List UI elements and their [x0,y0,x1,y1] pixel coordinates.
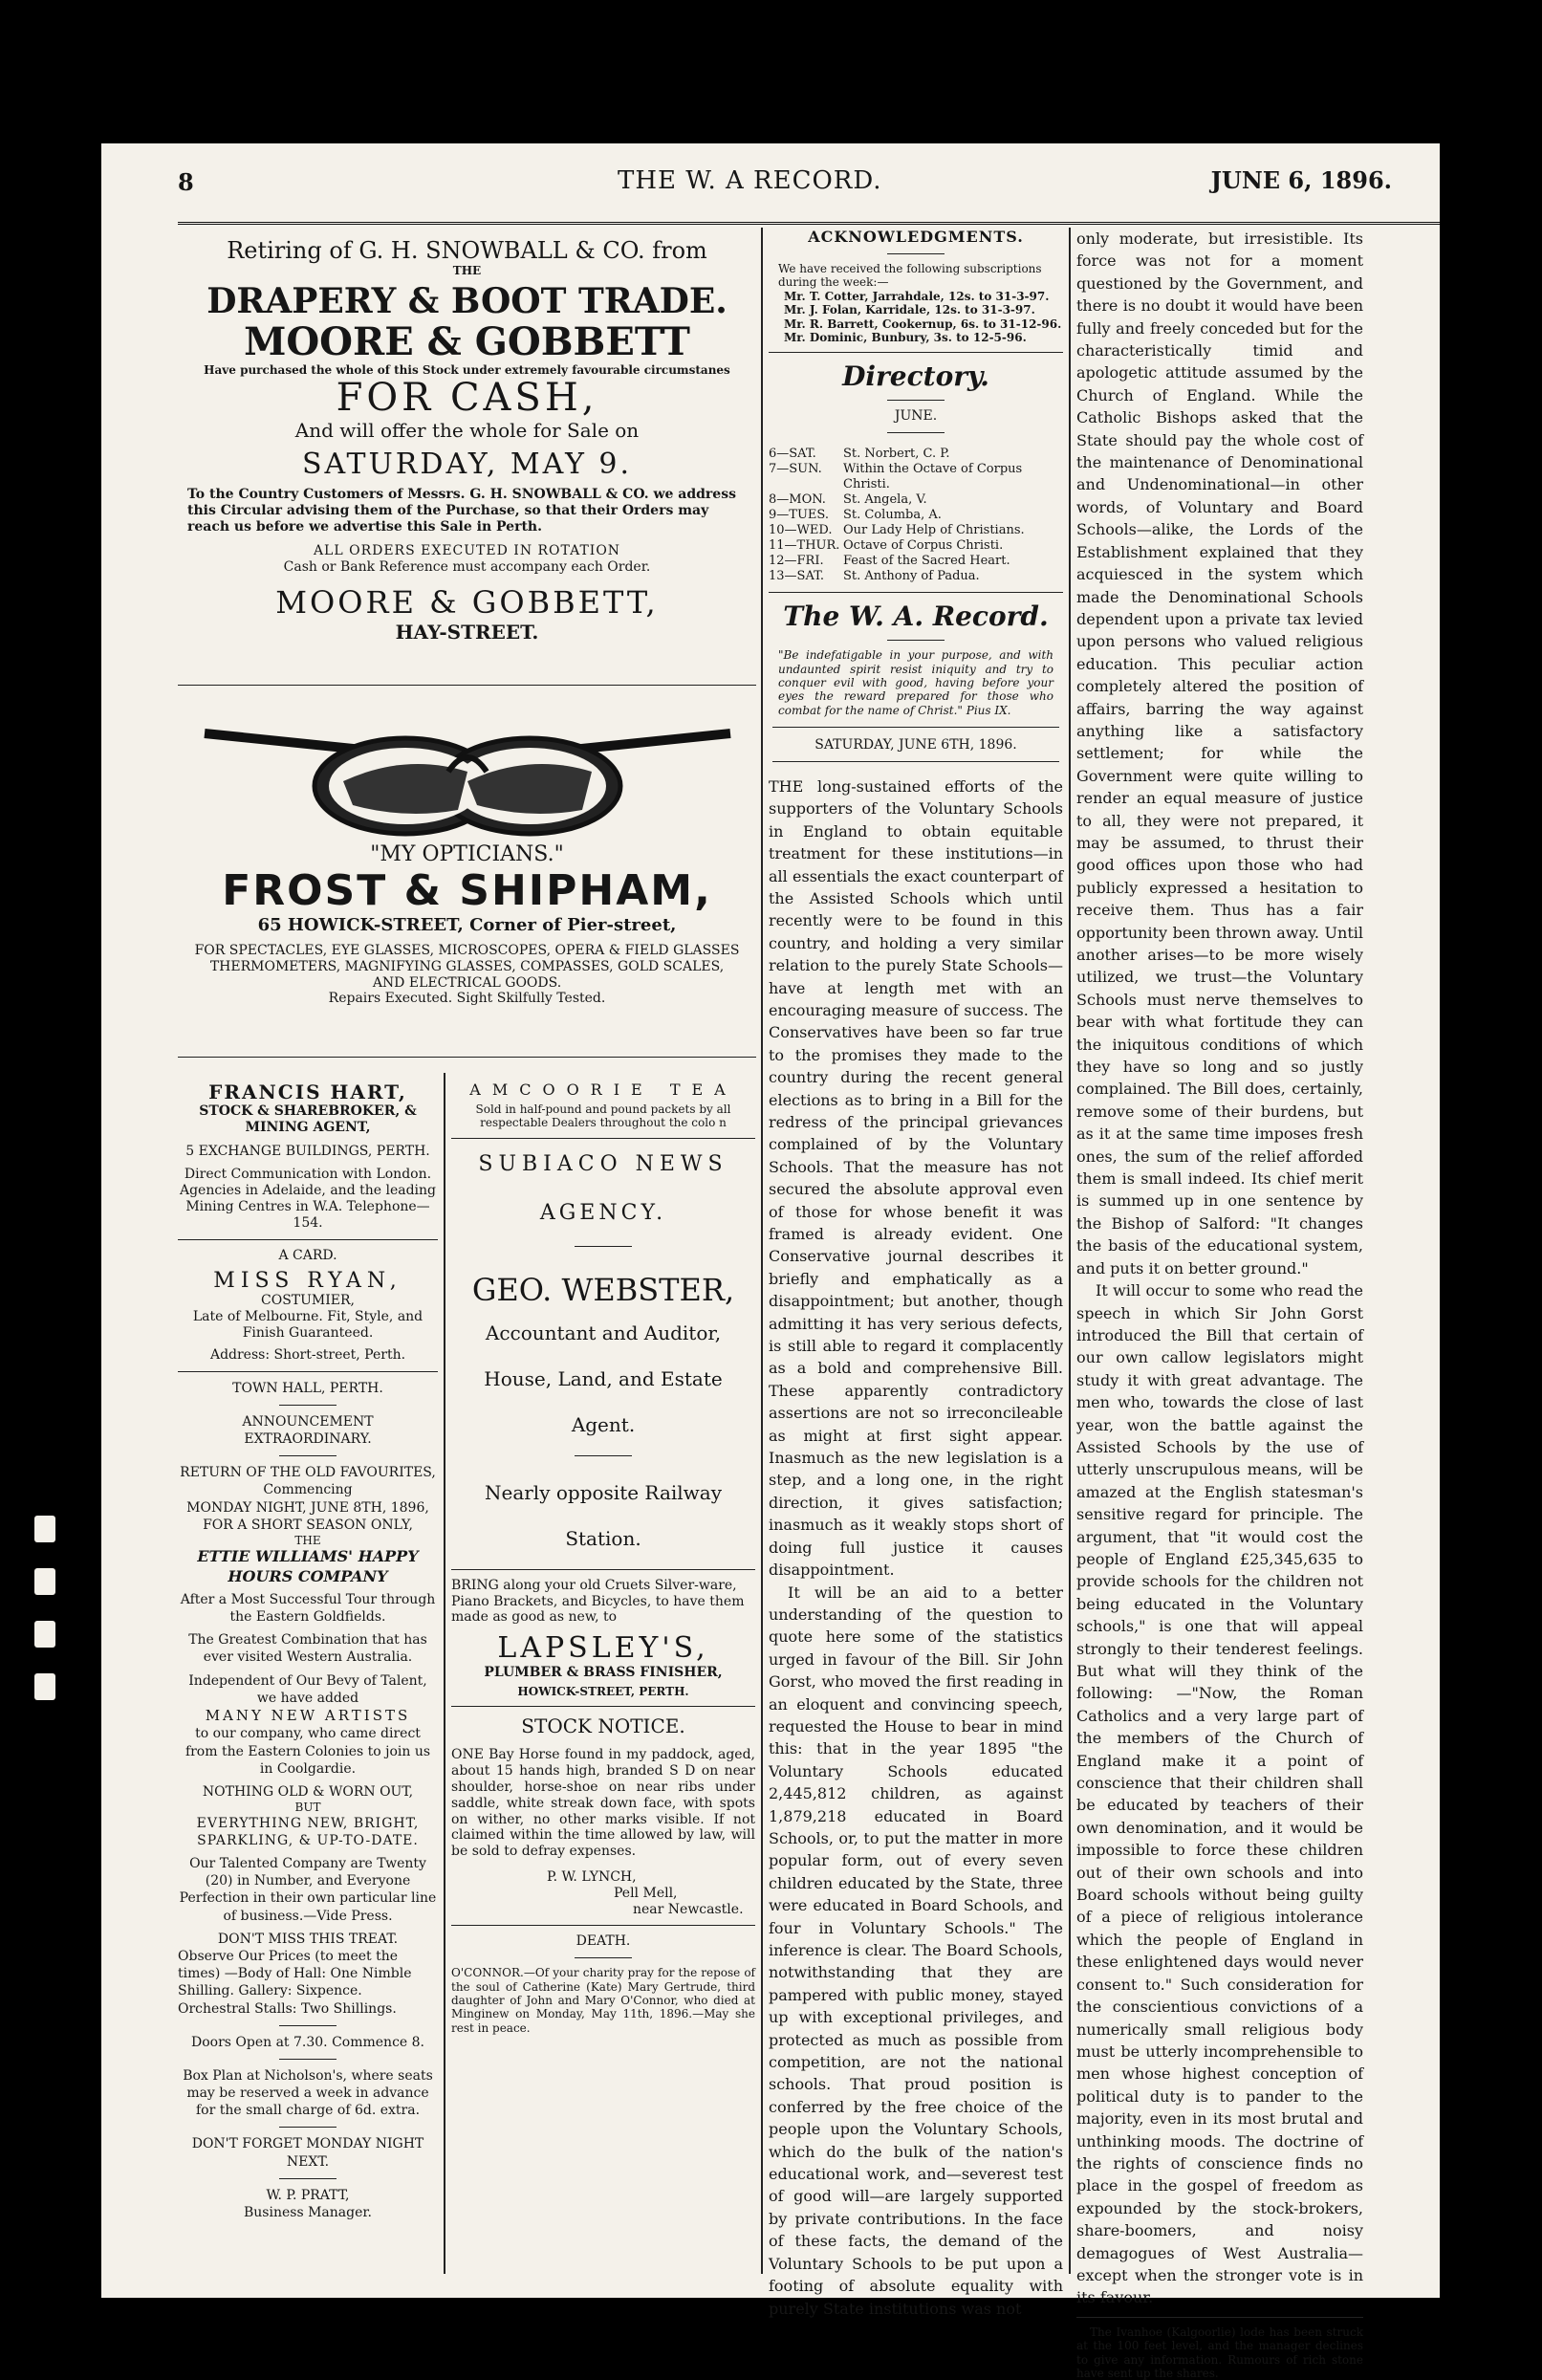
divider [575,1957,632,1958]
page-number: 8 [178,168,194,196]
ad-line: Business Manager. [244,2205,372,2220]
section-heading: The W. A. Record. [783,600,1049,633]
ad-headline: GEO. WEBSTER, [471,1271,735,1308]
divider [887,253,945,254]
ad-line: Retiring of G. H. SNOWBALL & CO. from [227,237,707,264]
ad-headline: LAPSLEY'S, [497,1631,709,1666]
ad-line: MONDAY NIGHT, JUNE 8TH, 1896, [186,1499,429,1516]
ad-frost-shipham [178,705,756,1049]
ad-stock-notice [451,1714,755,1917]
divider [451,1706,755,1707]
editorial-text: It will occur to some who read the speech in which Sir John Gorst introduced the Bill that certain of our own callow legislators might study it with great advantage. The men who, towards the close of last year, won the battle against the Assisted Schools by the use of utterly unscrupulous means, will be amazed at the English statesman's sensitive regard for principle. The argument, that "it would cost the people of England £25,345,635 to provide schools for the children not being educated in the Voluntary schools," is one that will appeal strongly to their tenderest feelings. But what will they think of the following: —"Now, the Roman Catholics and a very large part of the members of the Church of England make it a point of conscience that their children shall be educated by teachers of their own denomination, and it would be impossible to force these children out of their own schools and into Board schools without being guilty of a piece of religious intolerance which the people of England in these enlightened days would never consent to." Such consideration for the conscientious convictions of a numerically small religious body must be utterly incomprehensible to men whose highest conception of political duty is to pander to the majority, even in its most brutal and unthinking moods. The doctrine of the rights of conscience finds no place in the gospel of freedom as expounded by the stock-brokers, share-boomers, and noisy demagogues of West Australia—except when the stronger vote is in its favour. [1076,1281,1363,2307]
ad-text: Late of Melbourne. Fit, Style, and Finish Guaranteed. [192,1309,424,1341]
divider [279,1405,337,1406]
ad-line: W. P. PRATT, [266,2187,350,2203]
ad-lapsley [451,1578,755,1699]
ad-line: FOR A SHORT SEASON ONLY, [203,1517,413,1533]
ad-text: To the Country Customers of Messrs. G. H. SNOWBALL & CO. we address this Circular advising them of the Purchase, so that their Orders may reach us before we advertise this Sale in Perth. [187,487,736,535]
ad-headline: AMCOORIE TEA [469,1081,737,1099]
divider [772,761,1059,762]
ad-line: Accountant and Auditor, [485,1321,722,1344]
ad-text: The Greatest Combination that has ever visited Western Australia. [188,1632,427,1666]
section-heading: Directory. [842,360,989,393]
ad-headline: FROST & SHIPHAM, [222,866,712,915]
ad-line: PLUMBER & BRASS FINISHER, [484,1665,723,1681]
ad-line: Repairs Executed. Sight Skilfully Tested. [328,991,606,1007]
ad-headline: MOORE & GOBBETT [244,318,690,364]
divider [575,1455,632,1456]
ad-line: Commencing [263,1482,353,1498]
divider [279,2025,337,2026]
ad-headline: MISS RYAN, [213,1269,402,1294]
divider [178,1057,756,1058]
column-4 [1076,228,1363,2380]
ad-headline: MOORE & GOBBETT, [275,584,659,622]
ad-line: HOWICK-STREET, PERTH. [517,1684,689,1698]
ad-line: THERMOMETERS, MAGNIFYING GLASSES, COMPASSES, GOLD SCALES, [209,958,725,974]
ad-line: Nearly opposite Railway [484,1480,723,1504]
divider [769,352,1063,353]
ad-text: Direct Communication with London. Agencies in Adelaide, and the leading Mining Centres in W.A. Telephone—154. [179,1167,437,1231]
ad-line: COSTUMIER, [261,1293,355,1309]
advert-block-left [178,228,756,1065]
news-note: The Ivanhoe (Kalgoorlie) lode has been struck at the 100 feet level, and the manager declines to give any information. Rumours of rich stone have sent up the shares. [1076,2325,1363,2380]
ad-town-hall [178,1380,438,2222]
ad-text: Box Plan at Nicholson's, where seats may be reserved a week in advance for the small charge of 6d. extra. [183,2067,433,2119]
divider [279,2059,337,2060]
ad-line: THE [452,264,482,277]
column-divider [761,228,763,2274]
ad-moore-gobbett [178,237,756,677]
ad-line: A CARD. [278,1247,337,1263]
ad-headline: EVERYTHING NEW, BRIGHT, SPARKLING, & UP-TO-DATE. [196,1815,420,1848]
film-sprocket-holes [0,0,101,2346]
ad-subiaco-news [451,1152,755,1550]
page-header [178,161,1421,199]
divider [279,2178,337,2179]
ad-line: Cash or Bank Reference must accompany each Order. [283,558,651,575]
ad-tagline: "MY OPTICIANS." [370,842,564,866]
ad-amcoorie-tea [451,1081,755,1130]
ad-text: ONE Bay Horse found in my paddock, aged, about 15 hands high, branded S D on near shoulder, horse-shoe on near ribs under saddle, white streak down face, with spots on wither, no other marks visible. If not claimed within the time allowed by law, will be sold to defray expenses. [451,1747,755,1860]
ad-headline: SUBIACO NEWS [478,1151,728,1176]
directory-row: 9—TUES. St. Columba, A. [769,508,942,523]
ack-item: Mr. T. Cotter, Jarrahdale, 12s. to 31-3-97. [784,289,1050,303]
acknowledgments [769,228,1063,344]
divider [887,400,945,401]
divider [178,1371,438,1372]
ad-line: DON'T FORGET MONDAY NIGHT NEXT. [191,2136,424,2170]
directory-month: JUNE. [894,408,938,425]
ad-line: Have purchased the whole of this Stock under extremely favourable circumstanes [204,362,730,377]
ad-line: 5 EXCHANGE BUILDINGS, PERTH. [185,1143,430,1159]
ad-line: RETURN OF THE OLD FAVOURITES, [180,1465,436,1481]
issue-date: JUNE 6, 1896. [1210,166,1392,194]
divider [279,1455,337,1456]
divider [1076,2317,1363,2318]
directory [769,360,1063,584]
ad-headline: STOCK NOTICE. [521,1714,685,1738]
directory-row: 8—MON. St. Angela, V. [769,492,927,508]
ad-headline: MANY NEW ARTISTS [205,1706,411,1724]
editorial-text: THE long-sustained efforts of the supporters of the Voluntary Schools in England to obtain equitable treatment for these institutions—in all essentials the exact counterpart of the Assisted Schools which until recently were to be found in this country, and holding a very similar relation to the purely State Schools—have at length met with an encouraging measure of success. The Conservatives have been so far true to the promises they made to the country during the recent general elections as to bring in a Bill for the redress of the principal grievances complained of by the Voluntary Schools. That the measure has not secured the absolute approval even of those for whose benefit it was framed is already evident. One Conservative journal describes it briefly and emphatically as a disappointment; but another, though admitting it has very serious defects, is still able to regard it complacently as a bold and comprehensive Bill. These apparently contradictory assertions are not so irreconcileable as might at first sight appear. Inasmuch as the new legislation is a step, and a long one, in the right direction, it gives satisfaction; inasmuch as it weakly stops short of doing full justice it causes disappointment. [769,776,1063,1580]
notice-text: O'CONNOR.—Of your charity pray for the repose of the soul of Catherine (Kate) Mary Gertrude, third daughter of John and Mary O'Connor, who died at Minginew on Monday, May 11th, 1896.—May she rest in peace. [451,1966,755,2035]
directory-row: 7—SUN. Within the Octave of Corpus Christi. [769,462,1023,492]
ad-text: Sold in half-pound and pound packets by all respectable Dealers throughout the colo n [475,1103,731,1130]
ad-line: TOWN HALL, PERTH. [232,1380,383,1396]
ad-line: STOCK & SHAREBROKER, & MINING AGENT, [199,1103,417,1135]
ad-line: DON'T MISS THIS TREAT. [217,1931,399,1947]
column-divider [444,1073,445,2274]
directory-row: 10—WED. Our Lady Help of Christians. [769,523,1025,538]
ad-headline: SATURDAY, MAY 9. [301,448,633,482]
ack-item: Mr. J. Folan, Karridale, 12s. to 31-3-97. [784,303,1035,317]
ack-intro: We have received the following subscriptions during the week:— [778,262,1042,290]
ad-line: 65 HOWICK-STREET, Corner of Pier-street, [257,915,677,935]
ad-text: to our company, who came direct from the Eastern Colonies to join us in Coolgardie. [185,1726,431,1777]
divider [887,432,945,433]
column-3 [769,228,1063,2320]
ack-item: Mr. R. Barrett, Cookernup, 6s. to 31-12-96. [784,317,1062,331]
ad-headline: ETTIE WILLIAMS' HAPPY HOURS COMPANY [197,1547,419,1586]
directory-row: 6—SAT. St. Norbert, C. P. [769,447,950,462]
ad-signature: near Newcastle. [633,1901,744,1917]
editorial-text: It will be an aid to a better understanding of the question to quote here some of the statistics urged in favour of the Bill. Sir John Gorst, who moved the first reading in an eloquent and convincing speech, requested the House to bear in mind this: that in the year 1895 "the Voluntary Schools educated 2,445,812 children, as against 1,879,218 educated in Board Schools, or, to put the matter in more popular form, out of every seven children educated by the State, three were educated in Board Schools, and four in Voluntary Schools." The inference is clear. The Board Schools, notwithstanding that they are pampered with public money, stayed up with exceptional privileges, and protected as much as possible from competition, are not the national schools. That proud position is conferred by the free choice of the people upon the Voluntary Schools, which do the bulk of the nation's educational work, and—severest test of good will—are largely supported by private contributions. In the face of these facts, the demand of the Voluntary Schools to be put upon a footing of absolute equality with purely State institutions was not [769,1583,1063,2318]
column-divider [1069,228,1071,2274]
death-notice [451,1933,755,2035]
section-heading: ACKNOWLEDGMENTS. [808,228,1024,246]
ad-line: Doors Open at 7.30. Commence 8. [190,2034,425,2050]
ad-headline: DRAPERY & BOOT TRADE. [206,281,728,322]
ad-line: NOTHING OLD & WORN OUT, [202,1784,414,1801]
divider [178,1239,438,1240]
ad-text: Observe Our Prices (to meet the times) —Body of Hall: One Nimble Shilling. Gallery: Sixpence. Orchestral Stalls: Two Shillings. [178,1948,412,2017]
directory-row: 12—FRI. Feast of the Sacred Heart. [769,554,1010,569]
newspaper-page [101,143,1440,2380]
ad-signature: Pell Mell, [614,1885,678,1901]
ad-line: House, Land, and Estate [484,1366,723,1390]
divider [575,1246,632,1247]
ad-line: THE [294,1533,321,1547]
ad-francis-hart [178,1081,438,1232]
record-masthead [769,600,1063,762]
spectacles-icon [200,705,735,839]
ad-text: Independent of Our Bevy of Talent, we have added [188,1672,427,1706]
ad-miss-ryan [178,1248,438,1364]
ad-text: BRING along your old Cruets Silver-ware, Piano Brackets, and Bicycles, to have them made as good as new, to [451,1577,745,1626]
section-heading: DEATH. [576,1933,631,1950]
ack-item: Mr. Dominic, Bunbury, 3s. to 12-5-96. [784,330,1027,344]
column-1 [178,1081,438,2221]
ad-line: AND ELECTRICAL GOODS. [372,974,562,991]
masthead: THE W. A RECORD. [618,166,882,195]
ad-line: And will offer the whole for Sale on [294,419,640,443]
ad-headline: FRANCIS HART, [208,1081,407,1103]
epigraph: "Be indefatigable in your purpose, and with undaunted spirit resist iniquity and try to conquer evil with good, having before your eyes the reward prepared for those who combat for the name of Christ." Pius IX. [778,648,1053,717]
ad-line: FOR SPECTACLES, EYE GLASSES, MICROSCOPES, OPERA & FIELD GLASSES [194,943,740,958]
divider [769,592,1063,593]
divider [279,2127,337,2128]
divider [451,1925,755,1926]
divider [451,1138,755,1139]
ad-headline: AGENCY. [539,1200,667,1225]
editorial-date: SATURDAY, JUNE 6TH, 1896. [814,737,1017,753]
ad-line: Station. [565,1526,641,1550]
directory-row: 11—THUR. Octave of Corpus Christi. [769,538,1004,554]
divider [887,640,945,641]
column-2 [451,1081,755,2035]
header-rule [178,222,1440,225]
ad-line: BUT [294,1801,321,1815]
ad-headline: FOR CASH, [336,376,598,421]
ad-line: Agent. [571,1412,636,1436]
ad-signature: P. W. LYNCH, [547,1868,637,1885]
ad-text: After a Most Successful Tour through the Eastern Goldfields. [180,1591,436,1626]
directory-row: 13—SAT. St. Anthony of Padua. [769,569,980,584]
divider [772,727,1059,728]
ad-line: HAY-STREET. [395,621,539,644]
ad-line: ANNOUNCEMENT EXTRAORDINARY. [242,1413,374,1447]
divider [178,685,756,686]
ad-line: ALL ORDERS EXECUTED IN ROTATION [313,542,621,558]
ad-line: Address: Short-street, Perth. [209,1346,406,1363]
editorial-text: only moderate, but irresistible. Its force was not for a moment questioned by the Government, and there is no doubt it would have been fully and freely conceded but for the characteristically timid and apologetic attitude assumed by the Church of England. While the Catholic Bishops asked that the State should pay the whole cost of the maintenance of Denominational and Undenominational—in other words, of Voluntary and Board Schools—alike, the Lords of the Establishment explained that they acquiesced in the system which made the Denominational Schools dependent upon a private tax levied upon persons who valued religious education. This peculiar action completely altered the position of affairs, barring the way against anything like a satisfactory settlement; for while the Government were quite willing to render an equal measure of justice to all, they were not prepared, it may be assumed, to thrust their good offices upon those who had publicly expressed a hesitation to receive them. Thus has a fair opportunity been thrown away. Until another arises—to be more wisely utilized, we trust—the Voluntary Schools must nerve themselves to bear with what fortitude they can the iniquitous conditions of which they have so long and so justly complained. The Bill does, certainly, remove some of their burdens, but as it at the same time imposes fresh ones, the sum of the relief afforded them is small indeed. Its chief merit is summed up in one sentence by the Bishop of Salford: "It changes the basis of the educational system, and puts it on better ground." [1076,229,1363,1277]
divider [451,1569,755,1570]
ad-text: Our Talented Company are Twenty (20) in Number, and Everyone Perfection in their own particular line of business.—Vide Press. [179,1856,437,1924]
